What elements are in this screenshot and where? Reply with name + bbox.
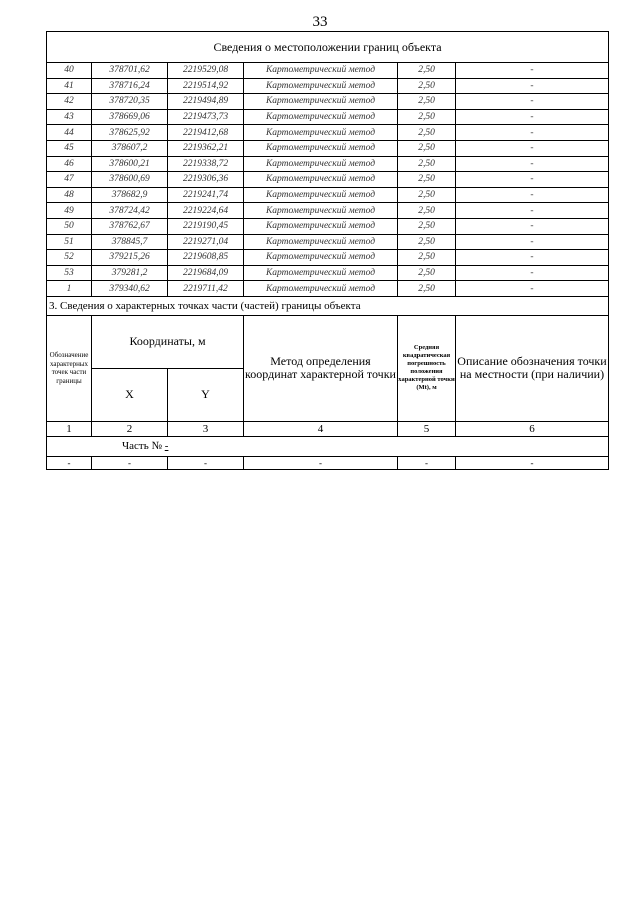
x-coordinate: 378845,7	[92, 234, 168, 250]
part-label: Часть №	[122, 440, 165, 453]
table-row	[47, 203, 609, 219]
dash-cell: -	[456, 456, 609, 469]
accuracy-cell: 2,50	[398, 140, 456, 156]
x-coordinate: 378669,06	[92, 109, 168, 125]
dash-cell: -	[47, 456, 92, 469]
dash-cell: -	[398, 456, 456, 469]
method-cell: Картометрический метод	[244, 78, 398, 94]
table-row	[47, 156, 609, 172]
y-coordinate: 2219608,85	[168, 250, 244, 266]
point-number: 52	[47, 250, 92, 266]
table-row	[47, 281, 609, 297]
column-number: 2	[92, 421, 168, 436]
point-number: 41	[47, 78, 92, 94]
column-numbers-row	[47, 421, 609, 436]
point-number: 45	[47, 140, 92, 156]
x-coordinate: 378607,2	[92, 140, 168, 156]
method-cell: Картометрический метод	[244, 156, 398, 172]
accuracy-cell: 2,50	[398, 63, 456, 79]
method-cell: Картометрический метод	[244, 187, 398, 203]
table-row	[47, 78, 609, 94]
description-cell: -	[456, 94, 609, 110]
y-coordinate: 2219306,36	[168, 172, 244, 188]
x-coordinate: 378600,21	[92, 156, 168, 172]
y-coordinate: 2219412,68	[168, 125, 244, 141]
part-value: -	[164, 440, 169, 453]
accuracy-cell: 2,50	[398, 94, 456, 110]
description-cell: -	[456, 140, 609, 156]
description-cell: -	[456, 281, 609, 297]
description-cell: -	[456, 156, 609, 172]
x-coordinate: 378625,92	[92, 125, 168, 141]
point-number: 53	[47, 265, 92, 281]
accuracy-cell: 2,50	[398, 125, 456, 141]
y-coordinate: 2219514,92	[168, 78, 244, 94]
part-cell	[47, 436, 609, 456]
point-number: 50	[47, 218, 92, 234]
table-row	[47, 187, 609, 203]
method-cell: Картометрический метод	[244, 250, 398, 266]
description-cell: -	[456, 187, 609, 203]
column-number: 3	[168, 421, 244, 436]
x-coordinate: 379215,26	[92, 250, 168, 266]
method-cell: Картометрический метод	[244, 140, 398, 156]
x-coordinate: 378701,62	[92, 63, 168, 79]
point-number: 1	[47, 281, 92, 297]
description-cell: -	[456, 234, 609, 250]
x-coordinate: 378600,69	[92, 172, 168, 188]
x-coordinate: 378762,67	[92, 218, 168, 234]
description-cell: -	[456, 203, 609, 219]
method-cell: Картометрический метод	[244, 234, 398, 250]
boundary-table	[46, 31, 609, 470]
accuracy-cell: 2,50	[398, 156, 456, 172]
point-number: 51	[47, 234, 92, 250]
method-cell: Картометрический метод	[244, 218, 398, 234]
header-coordinates: Координаты, м	[92, 315, 244, 368]
x-coordinate: 378716,24	[92, 78, 168, 94]
method-cell: Картометрический метод	[244, 125, 398, 141]
method-cell: Картометрический метод	[244, 109, 398, 125]
description-cell: -	[456, 78, 609, 94]
x-coordinate: 378720,35	[92, 94, 168, 110]
point-number: 47	[47, 172, 92, 188]
header-designation: Обозначение характерных точек части границы	[47, 315, 92, 421]
accuracy-cell: 2,50	[398, 187, 456, 203]
table-row	[47, 250, 609, 266]
accuracy-cell: 2,50	[398, 109, 456, 125]
header-description: Описание обозначения точки на местности (при наличии)	[456, 315, 609, 421]
x-coordinate: 378724,42	[92, 203, 168, 219]
accuracy-cell: 2,50	[398, 265, 456, 281]
accuracy-cell: 2,50	[398, 78, 456, 94]
y-coordinate: 2219711,42	[168, 281, 244, 297]
y-coordinate: 2219241,74	[168, 187, 244, 203]
dash-cell: -	[92, 456, 168, 469]
part-row	[47, 436, 609, 456]
table-row	[47, 109, 609, 125]
table-row	[47, 218, 609, 234]
header-method: Метод определения координат характерной точки	[244, 315, 398, 421]
point-number: 46	[47, 156, 92, 172]
point-number: 42	[47, 94, 92, 110]
point-number: 49	[47, 203, 92, 219]
dash-cell: -	[168, 456, 244, 469]
column-number: 6	[456, 421, 609, 436]
header-accuracy: Средняя квадратическая погрешность положения характерной точки (Mt), м	[398, 315, 456, 421]
point-number: 48	[47, 187, 92, 203]
description-cell: -	[456, 218, 609, 234]
description-cell: -	[456, 109, 609, 125]
method-cell: Картометрический метод	[244, 63, 398, 79]
method-cell: Картометрический метод	[244, 281, 398, 297]
table-row	[47, 140, 609, 156]
column-number: 4	[244, 421, 398, 436]
table-row	[47, 265, 609, 281]
method-cell: Картометрический метод	[244, 172, 398, 188]
column-number: 1	[47, 421, 92, 436]
page-number: 33	[312, 14, 328, 30]
table-title: Сведения о местоположении границ объекта	[47, 32, 609, 63]
description-cell: -	[456, 172, 609, 188]
y-coordinate: 2219684,09	[168, 265, 244, 281]
method-cell: Картометрический метод	[244, 203, 398, 219]
description-cell: -	[456, 265, 609, 281]
method-cell: Картометрический метод	[244, 94, 398, 110]
accuracy-cell: 2,50	[398, 234, 456, 250]
y-coordinate: 2219494,89	[168, 94, 244, 110]
y-coordinate: 2219190,45	[168, 218, 244, 234]
accuracy-cell: 2,50	[398, 203, 456, 219]
accuracy-cell: 2,50	[398, 172, 456, 188]
method-cell: Картометрический метод	[244, 265, 398, 281]
y-coordinate: 2219362,21	[168, 140, 244, 156]
table-row	[47, 234, 609, 250]
x-coordinate: 379281,2	[92, 265, 168, 281]
y-coordinate: 2219473,73	[168, 109, 244, 125]
description-cell: -	[456, 250, 609, 266]
description-cell: -	[456, 63, 609, 79]
point-number: 44	[47, 125, 92, 141]
y-coordinate: 2219271,04	[168, 234, 244, 250]
x-coordinate: 379340,62	[92, 281, 168, 297]
point-number: 40	[47, 63, 92, 79]
y-coordinate: 2219224,64	[168, 203, 244, 219]
x-coordinate: 378682,9	[92, 187, 168, 203]
table-row	[47, 63, 609, 79]
y-coordinate: 2219338,72	[168, 156, 244, 172]
accuracy-cell: 2,50	[398, 218, 456, 234]
table-row	[47, 94, 609, 110]
table-row	[47, 125, 609, 141]
section-3-title: 3. Сведения о характерных точках части (частей) границы объекта	[47, 296, 609, 315]
accuracy-cell: 2,50	[398, 281, 456, 297]
table-row	[47, 172, 609, 188]
point-number: 43	[47, 109, 92, 125]
accuracy-cell: 2,50	[398, 250, 456, 266]
dash-row	[47, 456, 609, 469]
header-y: Y	[168, 368, 244, 421]
description-cell: -	[456, 125, 609, 141]
header-x: X	[92, 368, 168, 421]
y-coordinate: 2219529,08	[168, 63, 244, 79]
column-number: 5	[398, 421, 456, 436]
dash-cell: -	[244, 456, 398, 469]
